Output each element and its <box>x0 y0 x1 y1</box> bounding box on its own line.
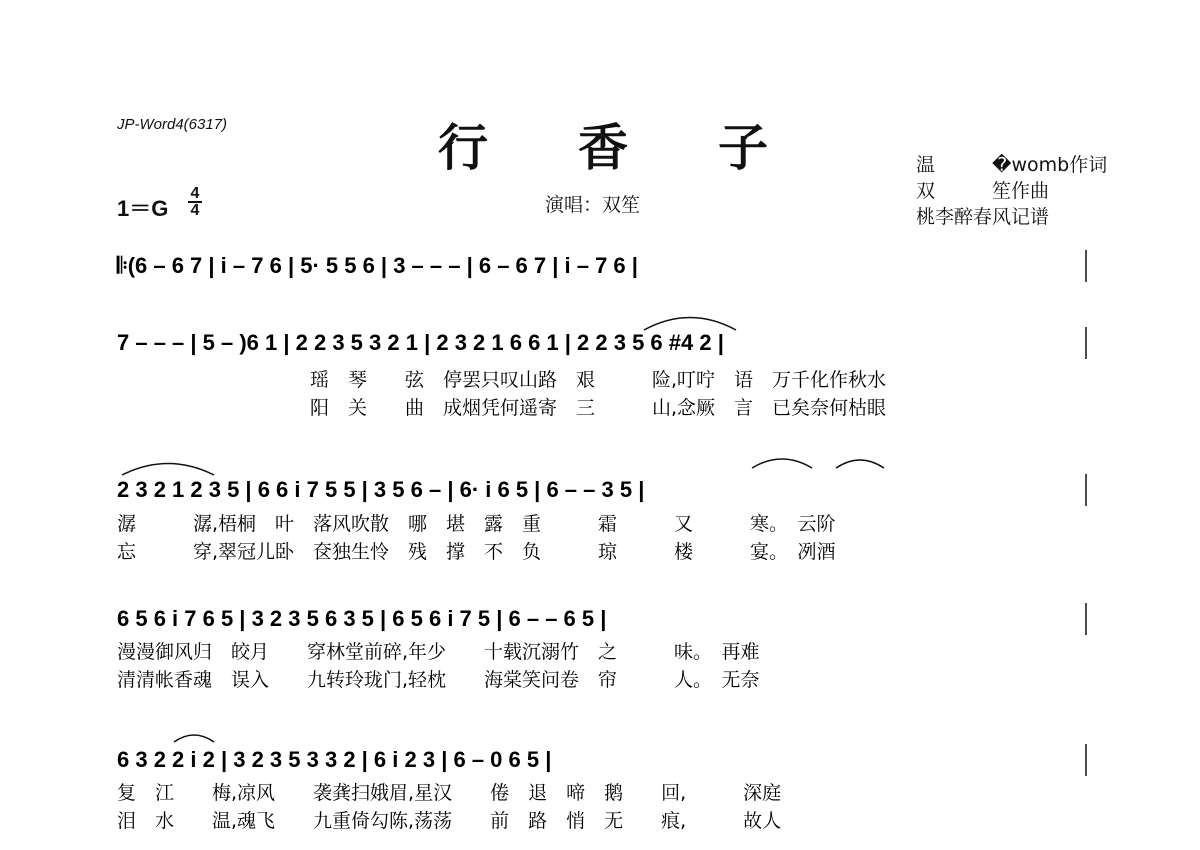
lyrics-row-4-verse-2: 清清帐香魂 误入 九转玲珑门,轻枕 海棠笑问卷 帘 人。 无奈 <box>117 669 760 691</box>
repeat-start-row-1: 𝄆(6 – 6 7 | i – 7 6 | 5· 5 5 6 | 3 – – – | 6 – 6 7 | i – 7 6 | <box>117 253 638 278</box>
slur-row-3-c <box>836 460 884 468</box>
notes-row-2: 7 – – – | 5 – )6 1 | 2 2 3 5 3 2 1 | 2 3 2 1 6 6 1 | 2 2 3 5 6 #4 2 | <box>117 330 724 355</box>
transcriber-credit: 桃李醉春风记谱 <box>916 206 1050 228</box>
slur-row-5 <box>174 735 214 742</box>
slur-row-3-b <box>752 459 812 468</box>
song-title: 行香子 <box>438 118 858 177</box>
lyrics-row-5-verse-1: 复 江 梅,凉风 袭龚扫娥眉,星汉 倦 退 啼 鹅 回, 深庭 <box>117 782 782 804</box>
slur-row-2 <box>644 318 736 331</box>
lyrics-row-3-verse-2: 忘 穿,翠冠儿卧 奁独生怜 残 撑 不 负 琼 楼 宴。 冽酒 <box>117 541 836 563</box>
score-row-1 <box>116 253 638 278</box>
lyrics-row-2-verse-2: 阳 关 曲 成烟凭何遥寄 三 山,念厥 言 已矣奈何枯眼 <box>310 397 887 419</box>
notes-row-4: 6 5 6 i 7 6 5 | 3 2 3 5 6 3 5 | 6 5 6 i 7 5 | 6 – – 6 5 | <box>117 606 607 631</box>
slur-row-3-a <box>122 464 214 476</box>
lyrics-row-5-verse-2: 泪 水 温,魂飞 九重倚勾陈,荡荡 前 路 悄 无 痕, 故人 <box>117 810 782 832</box>
lyrics-row-3-verse-1: 潺 潺,梧桐 叶 落风吹散 哪 堪 露 重 霜 又 寒。 云阶 <box>117 513 836 535</box>
composer-credit: 双 笙作曲 <box>916 180 1050 202</box>
time-signature-top: 4 <box>190 185 200 202</box>
key-signature: 1＝G <box>117 196 169 221</box>
lyricist-credit: 温 �womb作词 <box>916 154 1108 176</box>
score-row-5 <box>117 747 781 832</box>
score-row-4 <box>117 606 760 691</box>
score-row-3 <box>117 477 836 563</box>
time-signature-bottom: 4 <box>190 202 200 219</box>
notes-row-5: 6 3 2 2 i 2 | 3 2 3 5 3 3 2 | 6 i 2 3 | 6 – 0 6 5 | <box>117 747 552 772</box>
lyrics-row-2-verse-1: 瑶 琴 弦 停罢只叹山路 艰 险,叮咛 语 万千化作秋水 <box>310 369 887 391</box>
notes-row-3: 2 3 2 1 2 3 5 | 6 6 i 7 5 5 | 3 5 6 – | 6· i 6 5 | 6 – – 3 5 | <box>117 477 645 502</box>
score-row-2 <box>117 330 886 419</box>
singer-label: 演唱：双笙 <box>545 194 641 216</box>
lyrics-row-4-verse-1: 漫漫御风归 皎月 穿林堂前碎,年少 十载沉溺竹 之 味。 再难 <box>117 641 760 663</box>
source-label: JP-Word4(6317) <box>117 116 228 133</box>
